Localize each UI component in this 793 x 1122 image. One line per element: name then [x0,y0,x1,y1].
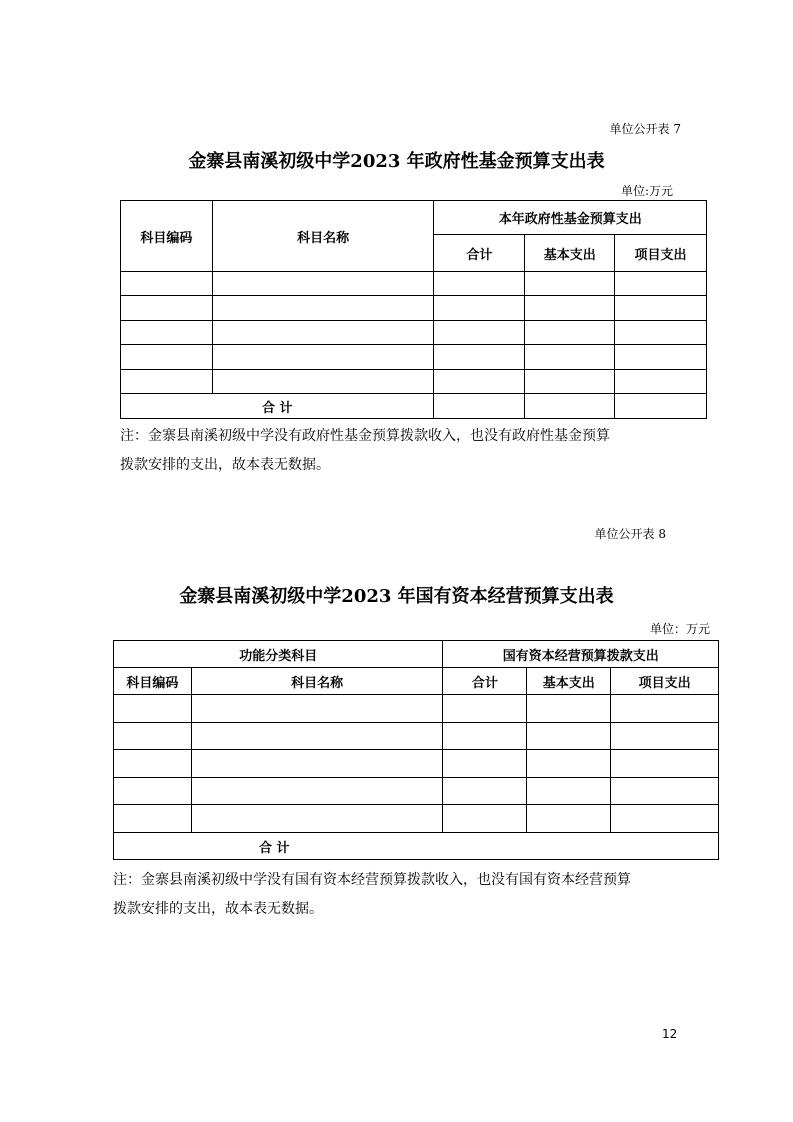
table7-currency: 单位:万元 [620,184,673,198]
table7-total-label: 合 计 [121,394,434,419]
table7-header-project: 项目支出 [615,235,707,272]
table7-header-basic: 基本支出 [525,235,615,272]
table-row [114,695,719,723]
table7-header-name: 科目名称 [212,201,434,272]
table8-header-total: 合计 [443,668,527,695]
table7-note-line1: 注：金寨县南溪初级中学没有政府性基金预算拨款收入，也没有政府性基金预算 [120,428,610,444]
table8-header-name: 科目名称 [191,668,443,695]
table-row [121,370,707,394]
table-row [121,272,707,296]
table7-header-group: 本年政府性基金预算支出 [434,201,707,235]
page-number: 12 [662,1027,678,1041]
table-row [114,805,719,833]
table7-title: 金寨县南溪初级中学2023 年政府性基金预算支出表 [188,151,605,172]
table-row [114,750,719,778]
table8-header-basic: 基本支出 [527,668,611,695]
table8-group-row [114,641,719,668]
table-row [121,296,707,321]
table8-header-code: 科目编码 [114,668,192,695]
table8-header-project: 项目支出 [611,668,719,695]
table7-note-line2: 拨款安排的支出，故本表无数据。 [120,457,330,473]
table8-note-line2: 拨款安排的支出，故本表无数据。 [113,901,323,917]
table8-header-row [114,668,719,695]
table7-unit-label: 单位公开表 7 [609,122,681,136]
table-row [121,321,707,345]
table8 [113,640,719,860]
table8-title: 金寨县南溪初级中学2023 年国有资本经营预算支出表 [179,586,614,607]
table7-total-row [121,394,707,419]
table8-note-line1: 注：金寨县南溪初级中学没有国有资本经营预算拨款收入，也没有国有资本经营预算 [113,872,631,888]
table8-header-func-group: 功能分类科目 [114,641,443,668]
table8-unit-label: 单位公开表 8 [594,527,666,541]
table-row [114,778,719,805]
table7 [120,200,707,419]
table7-header-code: 科目编码 [121,201,213,272]
table-row [114,723,719,750]
table-row [121,345,707,370]
table7-note [120,422,720,480]
table8-total-label: 合 计 [114,833,719,860]
table8-header-group: 国有资本经营预算拨款支出 [443,641,719,668]
table7-header-total: 合计 [434,235,525,272]
table8-note [113,866,733,924]
table8-total-row [114,833,719,860]
table8-currency: 单位：万元 [649,622,710,636]
table7-header-row [121,201,707,235]
